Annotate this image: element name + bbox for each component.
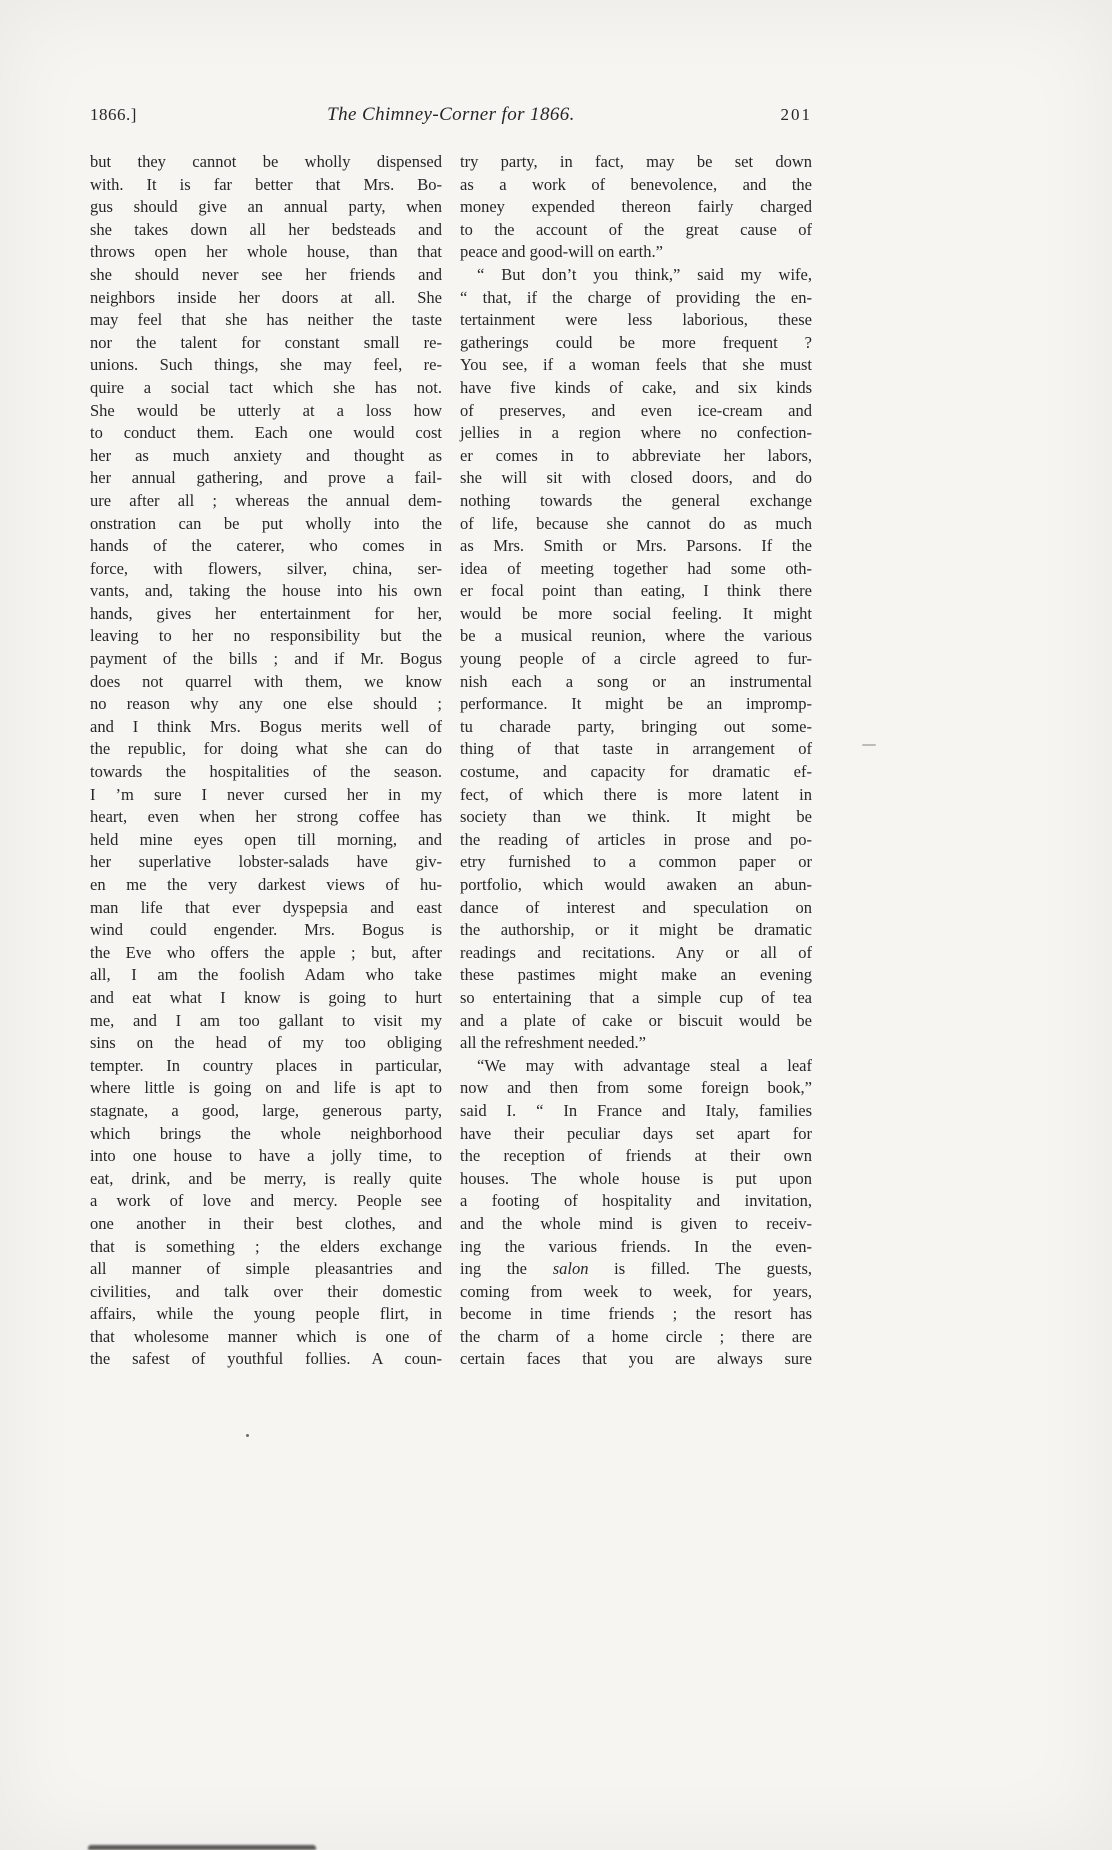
text-line: with. It is far better that Mrs. Bo- [90, 174, 442, 194]
text-line: coming from week to week, for years, [460, 1281, 812, 1301]
text-line: heart, even when her strong coffee has [90, 807, 442, 827]
text-line: money expended thereon fairly charged [460, 197, 812, 217]
text-line: society than we think. It might be [460, 807, 812, 827]
text-line: all, I am the foolish Adam who take [90, 965, 442, 985]
text-line: neighbors inside her doors at all. She [90, 287, 442, 307]
text-line: one another in their best clothes, and [90, 1213, 442, 1233]
text-line: young people of a circle agreed to fur- [460, 649, 812, 669]
text-line: now and then from some foreign book,” [460, 1078, 812, 1098]
ink-speck [246, 1434, 249, 1437]
text-line: she takes down all her bedsteads and [90, 219, 442, 239]
text-line: tertainment were less laborious, these [460, 310, 812, 330]
text-line: of life, because she cannot do as much [460, 513, 812, 533]
text-line: held mine eyes open till morning, and [90, 829, 442, 849]
text-line: eat, drink, and be merry, is really quite [90, 1168, 442, 1188]
text-line: and I think Mrs. Bogus merits well of [90, 716, 442, 736]
text-line: force, with flowers, silver, china, ser- [90, 558, 442, 578]
text-line: fect, of which there is more latent in [460, 784, 812, 804]
text-line: would be more social feeling. It might [460, 603, 812, 623]
text-line: nor the talent for constant small re- [90, 332, 442, 352]
text-line: all manner of simple pleasantries and [90, 1259, 442, 1279]
text-line: wind could engender. Mrs. Bogus is [90, 920, 442, 940]
text-line: have five kinds of cake, and six kinds [460, 377, 812, 397]
text-line: onstration can be put wholly into the [90, 513, 442, 533]
text-line: try party, in fact, may be set down [460, 152, 812, 171]
text-line: and the whole mind is given to receiv- [460, 1213, 812, 1233]
italic-word: salon [552, 1259, 589, 1279]
text-line: me, and I am too gallant to visit my [90, 1010, 442, 1030]
page-header [90, 104, 812, 126]
text-line: certain faces that you are always sure [460, 1349, 812, 1369]
text-line: of preserves, and even ice-cream and [460, 400, 812, 420]
text-line: performance. It might be an impromp- [460, 694, 812, 714]
text-line: er focal point than eating, I think there [460, 581, 812, 601]
text-line: thing of that taste in arrangement of [460, 739, 812, 759]
text-line: the charm of a home circle ; there are [460, 1326, 812, 1346]
text-line: en me the very darkest views of hu- [90, 875, 442, 894]
text-line: costume, and capacity for dramatic ef- [460, 762, 812, 782]
text-line: unions. Such things, she may feel, re- [90, 355, 442, 375]
text-line: the republic, for doing what she can do [90, 739, 442, 759]
text-line: peace and good-will on earth.” [460, 242, 663, 262]
text-line: said I. “ In France and Italy, families [460, 1100, 812, 1120]
scan-artifact [88, 1845, 316, 1850]
text-line: gus should give an annual party, when [90, 197, 442, 217]
text-line: ure after all ; whereas the annual dem- [90, 490, 442, 510]
text-line: er comes in to abbreviate her labors, [460, 445, 812, 465]
text-line: and a plate of cake or biscuit would be [460, 1010, 812, 1030]
header-running-title: The Chimney-Corner for 1866. [327, 104, 575, 125]
text-line: the reception of friends at their own [460, 1146, 812, 1166]
text-line: dance of interest and speculation on [460, 897, 812, 917]
text-line: nothing towards the general exchange [460, 490, 812, 510]
text-line: throws open her whole house, than that [90, 242, 442, 262]
text-line: which brings the whole neighborhood [90, 1123, 442, 1143]
text-line: become in time friends ; the resort has [460, 1304, 812, 1324]
text-line: You see, if a woman feels that she must [460, 355, 812, 375]
text-line: sins on the head of my too obliging [90, 1033, 442, 1053]
text-line: tu charade party, bringing out some- [460, 716, 812, 736]
text-line: jellies in a region where no confection- [460, 423, 812, 443]
text-line: the authorship, or it might be dramatic [460, 920, 812, 940]
text-line: the reading of articles in prose and po- [460, 829, 812, 849]
left-column [90, 151, 442, 1371]
text-line: “ that, if the charge of providing the en- [460, 287, 812, 307]
text-line: does not quarrel with them, we know [90, 671, 442, 691]
text-line: idea of meeting together had some oth- [460, 558, 812, 578]
text-line: portfolio, which would awaken an abun- [460, 875, 812, 894]
text-line: ing the various friends. In the even- [460, 1236, 812, 1256]
text-line: leaving to her no responsibility but the [90, 626, 442, 646]
text-line: her as much anxiety and thought as [90, 445, 442, 465]
text-line: tempter. In country places in particular, [90, 1055, 442, 1075]
header-year-bracket: 1866.] [90, 105, 137, 124]
text-line: civilities, and talk over their domestic [90, 1281, 442, 1301]
text-line: she should never see her friends and [90, 264, 442, 284]
text-line: and eat what I know is going to hurt [90, 987, 442, 1007]
text-line: where little is going on and life is apt to [90, 1078, 442, 1098]
text-line: but they cannot be wholly dispensed [90, 152, 442, 171]
text-columns [90, 151, 812, 1371]
text-line: as Mrs. Smith or Mrs. Parsons. If the [460, 536, 812, 556]
text-line: “We may with advantage steal a leaf [477, 1055, 812, 1075]
text-line: readings and recitations. Any or all of [460, 942, 812, 962]
text-line: be a musical reunion, where the various [460, 626, 812, 646]
text-line: to the account of the great cause of [460, 219, 812, 239]
text-line: towards the hospitalities of the season. [90, 762, 442, 782]
text-line: hands of the caterer, who comes in [90, 536, 442, 556]
text-line: her annual gathering, and prove a fail- [90, 468, 442, 488]
text-line: man life that ever dyspepsia and east [90, 897, 442, 917]
right-column [460, 151, 812, 1371]
text-line: stagnate, a good, large, generous party, [90, 1100, 442, 1120]
header-page-number: 201 [780, 105, 812, 124]
text-line: hands, gives her entertainment for her, [90, 603, 442, 623]
text-line: may feel that she has neither the taste [90, 310, 442, 330]
text-line: a footing of hospitality and invitation, [460, 1191, 812, 1211]
text-line: “ But don’t you think,” said my wife, [477, 264, 812, 284]
text-line: she will sit with closed doors, and do [460, 468, 812, 488]
text-line: these pastimes might make an evening [460, 965, 812, 985]
text-line: that wholesome manner which is one of [90, 1326, 442, 1346]
text-line: I ’m sure I never cursed her in my [90, 784, 442, 804]
text-line: have their peculiar days set apart for [460, 1123, 812, 1143]
text-line: no reason why any one else should ; [90, 694, 442, 714]
text-line: the Eve who offers the apple ; but, after [90, 942, 442, 962]
text-line: so entertaining that a simple cup of tea [460, 987, 812, 1007]
text-line: quire a social tact which she has not. [90, 377, 442, 397]
ink-speck [862, 744, 876, 746]
text-line: houses. The whole house is put upon [460, 1168, 812, 1188]
text-line: gatherings could be more frequent ? [460, 332, 812, 352]
text-line: nish each a song or an instrumental [460, 671, 812, 691]
text-line: her superlative lobster-salads have giv- [90, 852, 442, 872]
text-line: payment of the bills ; and if Mr. Bogus [90, 649, 442, 669]
text-line: the safest of youthful follies. A coun- [90, 1349, 442, 1369]
text-line: into one house to have a jolly time, to [90, 1146, 442, 1166]
text-line: that is something ; the elders exchange [90, 1236, 442, 1256]
text-line: all the refreshment needed.” [460, 1033, 646, 1053]
text-line: as a work of benevolence, and the [460, 174, 812, 194]
text-line: a work of love and mercy. People see [90, 1191, 442, 1211]
text-line: ing the salon is filled. The guests, [460, 1259, 812, 1279]
text-line: etry furnished to a common paper or [460, 852, 812, 872]
text-line: affairs, while the young people flirt, in [90, 1304, 442, 1324]
text-line: vants, and, taking the house into his own [90, 581, 442, 601]
text-line: She would be utterly at a loss how [90, 400, 442, 420]
text-line: to conduct them. Each one would cost [90, 423, 442, 443]
